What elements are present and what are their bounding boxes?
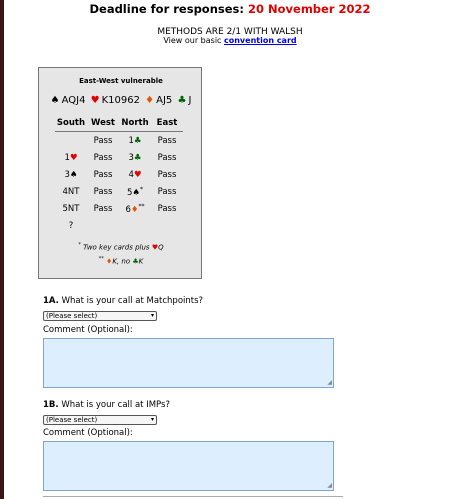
diamond-icon: ♦: [106, 257, 113, 266]
diamond-icon: ♦: [145, 95, 155, 106]
bid: [119, 217, 151, 234]
auction-row: [55, 183, 183, 200]
bid: 3♠: [64, 169, 78, 180]
question-1b-label: [43, 400, 170, 410]
comment-label: Comment (Optional):: [43, 325, 133, 335]
comment-label: Comment (Optional):: [43, 428, 133, 438]
call-select-imps[interactable]: (Please select) ▾: [43, 415, 157, 425]
question-text: What is your call at Matchpoints?: [61, 296, 204, 306]
bid: Pass: [93, 186, 113, 197]
chevron-down-icon: ▾: [150, 416, 154, 423]
bid: Pass: [157, 169, 177, 180]
diamond-icon: ♦: [130, 204, 139, 215]
club-icon: ♣: [132, 257, 139, 266]
vulnerability-label: East-West vulnerable: [79, 77, 163, 85]
problem-hand-box: [38, 67, 202, 279]
comment-textarea-imps[interactable]: [43, 441, 334, 491]
divider: [43, 496, 343, 497]
bid: [55, 132, 87, 150]
bid: 1♥: [64, 152, 78, 163]
bid: Pass: [157, 135, 177, 146]
bid: ?: [68, 220, 74, 231]
spade-icon: ♠: [50, 95, 60, 106]
comment-textarea-matchpoints[interactable]: [43, 338, 334, 388]
deadline-date: 20 November 2022: [248, 2, 371, 16]
convention-prefix: View our basic: [163, 36, 222, 45]
convention-line: [0, 36, 460, 45]
footnote-1: * Two key cards plus ♥Q: [78, 242, 164, 252]
bid: Pass: [93, 203, 113, 214]
question-1a-label: [43, 296, 203, 306]
footnote-marker: *: [140, 185, 144, 193]
bid: [87, 217, 119, 234]
auction-header-east: East: [151, 117, 183, 132]
heart-icon: ♥: [90, 95, 100, 106]
bid: 4NT: [62, 186, 80, 197]
heart-icon: ♥: [133, 169, 142, 180]
bid: 4♥: [128, 169, 142, 180]
auction-header-north: North: [119, 117, 151, 132]
bid: Pass: [157, 203, 177, 214]
resize-grip-icon[interactable]: ◢: [327, 379, 332, 386]
spade-icon: ♠: [69, 169, 78, 180]
club-icon: ♣: [133, 135, 142, 146]
auction-header-south: South: [55, 117, 87, 132]
hand-holding: [39, 95, 203, 106]
question-number: 1A.: [43, 296, 59, 306]
call-select-matchpoints[interactable]: (Please select) ▾: [43, 311, 157, 321]
auction-row: [55, 200, 183, 217]
auction-header-west: West: [87, 117, 119, 132]
left-border-bar: [0, 0, 4, 499]
convention-card-link[interactable]: convention card: [224, 36, 297, 45]
heart-icon: ♥: [69, 152, 78, 163]
auction-row: [55, 166, 183, 183]
bid: Pass: [157, 186, 177, 197]
heart-holding: K10962: [101, 95, 140, 106]
spade-icon: ♠: [132, 187, 141, 198]
club-icon: ♣: [177, 95, 187, 106]
bid: Pass: [93, 169, 113, 180]
methods-line: METHODS ARE 2/1 WITH WALSH: [157, 27, 303, 37]
bid: Pass: [93, 152, 113, 163]
chevron-down-icon: ▾: [150, 312, 154, 319]
footnote-2: ** ♦K, no ♣K: [98, 256, 144, 266]
bid: 6♦**: [125, 202, 145, 215]
deadline-line: [0, 2, 460, 16]
resize-grip-icon[interactable]: ◢: [327, 482, 332, 489]
bid: 5♠*: [126, 185, 144, 198]
diamond-holding: AJ5: [156, 95, 173, 106]
footnote-marker: **: [138, 202, 145, 210]
bid: 3♣: [128, 152, 142, 163]
auction-table: [55, 117, 183, 234]
bid: 5NT: [62, 203, 80, 214]
bid: Pass: [93, 135, 113, 146]
question-text: What is your call at IMPs?: [61, 400, 170, 410]
bid: 1♣: [128, 135, 142, 146]
deadline-prefix: Deadline for responses:: [89, 2, 244, 16]
auction-header-row: [55, 117, 183, 132]
auction-row: [55, 132, 183, 150]
bid: Pass: [157, 152, 177, 163]
question-number: 1B.: [43, 400, 59, 410]
spade-holding: AQJ4: [61, 95, 86, 106]
club-holding: J: [188, 95, 192, 106]
auction-row: [55, 217, 183, 234]
heart-icon: ♥: [151, 243, 159, 252]
club-icon: ♣: [133, 152, 142, 163]
auction-row: [55, 149, 183, 166]
bid: [151, 217, 183, 234]
